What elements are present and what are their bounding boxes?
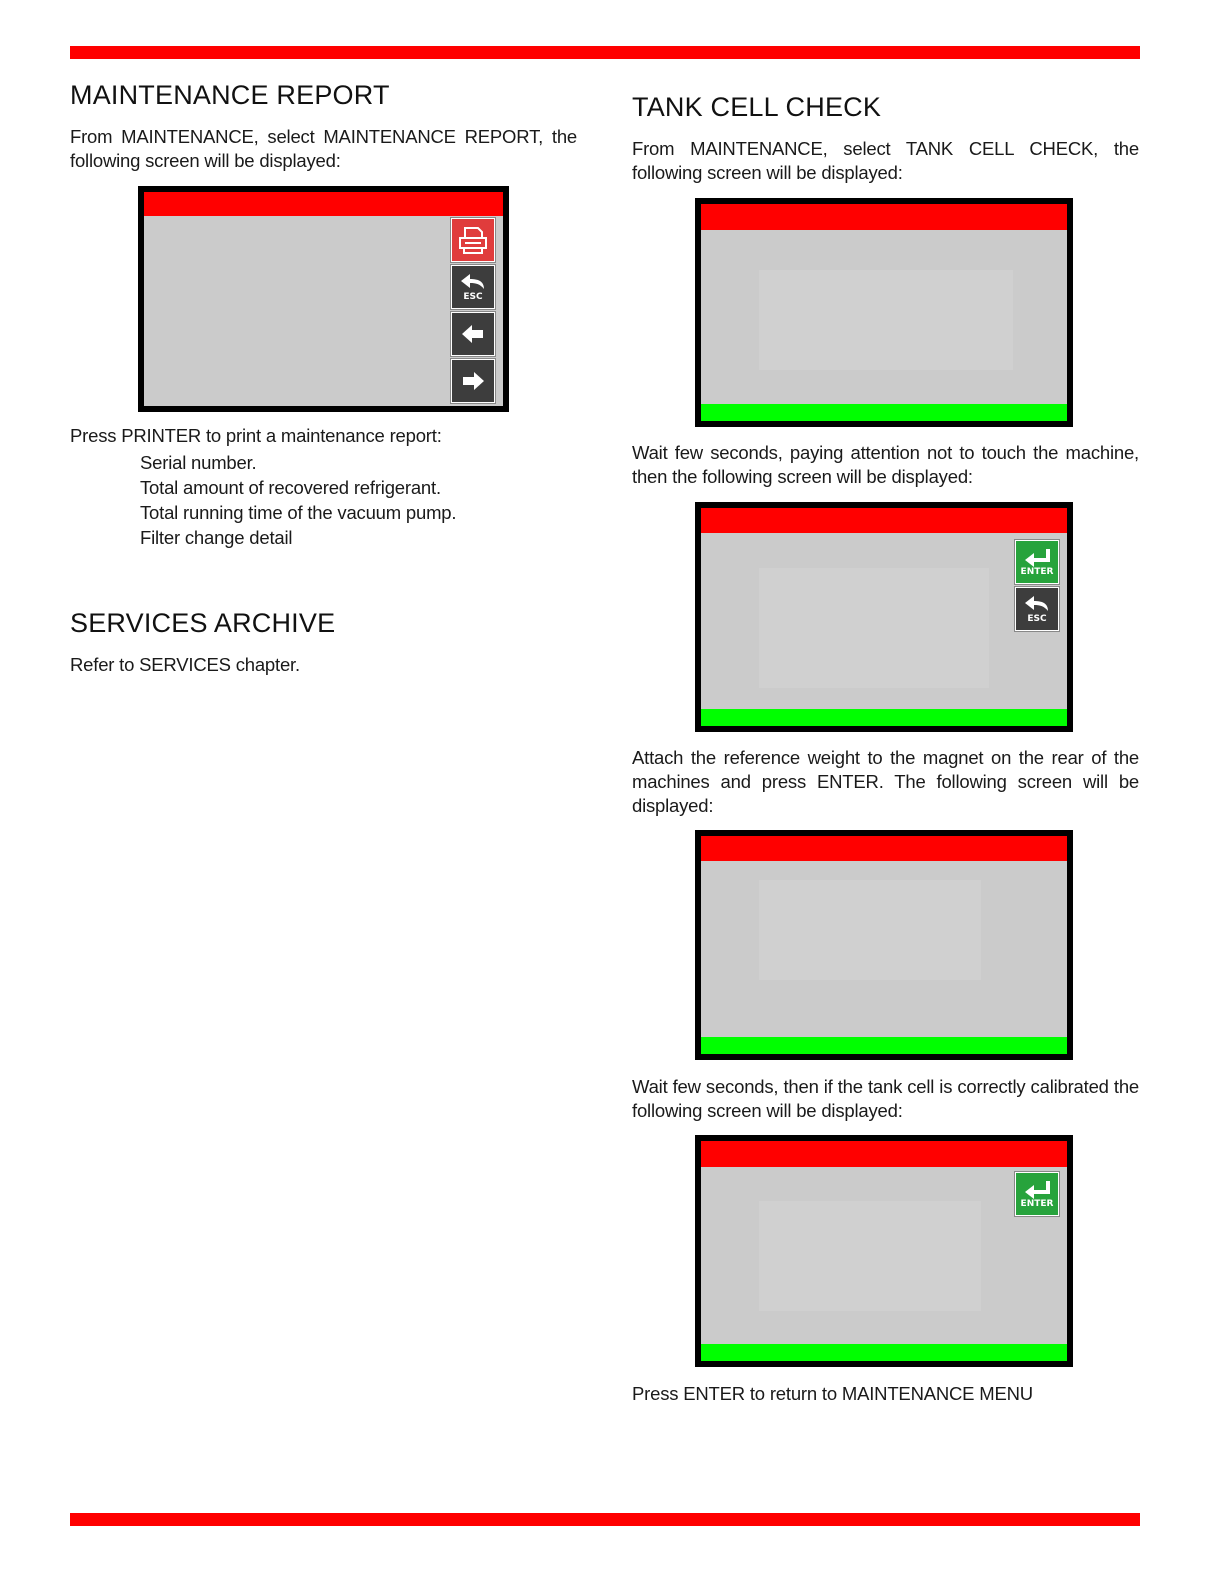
- screen-footer-bar: [701, 1344, 1067, 1361]
- previous-button[interactable]: [451, 312, 495, 356]
- screen-footer-bar: [701, 709, 1067, 726]
- list-item: Total amount of recovered refrigerant.: [140, 477, 441, 498]
- report-items-list: [70, 450, 577, 550]
- enter-label: ENTER: [1020, 1199, 1054, 1209]
- tank-cell-step4: Wait few seconds, then if the tank cell is correctly calibrated the following screen will be displayed:: [632, 1076, 1139, 1121]
- screen-footer-bar: [701, 404, 1067, 421]
- services-archive-text: Refer to SERVICES chapter.: [70, 654, 300, 675]
- tank-cell-screen-4: [695, 1135, 1073, 1367]
- printer-icon: [456, 224, 490, 256]
- tank-cell-intro: From MAINTENANCE, select TANK CELL CHECK, the following screen will be displayed:: [632, 138, 1139, 183]
- tank-cell-final: Press ENTER to return to MAINTENANCE MENU: [632, 1383, 1033, 1404]
- services-archive-heading: SERVICES ARCHIVE: [70, 608, 336, 638]
- maintenance-report-intro: From MAINTENANCE, select MAINTENANCE REPORT, the following screen will be displayed:: [70, 126, 577, 171]
- esc-label: ESC: [463, 292, 483, 302]
- tank-cell-check-heading: TANK CELL CHECK: [632, 92, 882, 122]
- list-item: Total running time of the vacuum pump.: [140, 502, 457, 523]
- tank-cell-step2: Wait few seconds, paying attention not to touch the machine, then the following screen will be displayed:: [632, 442, 1139, 487]
- arrow-right-icon: [460, 370, 486, 392]
- dialog-area: [759, 1201, 981, 1311]
- top-rule: [70, 46, 1140, 59]
- screen-body: [144, 192, 503, 406]
- enter-button[interactable]: [1015, 1172, 1059, 1216]
- list-item: Filter change detail: [140, 527, 293, 548]
- list-item: Serial number.: [140, 452, 257, 473]
- esc-button[interactable]: [1015, 587, 1059, 631]
- tank-cell-step3: Attach the reference weight to the magnet on the rear of the machines and press ENTER. The following screen will be displayed:: [632, 747, 1139, 816]
- screen-header-bar: [701, 836, 1067, 861]
- tank-cell-screen-3: [695, 830, 1073, 1060]
- dialog-area: [759, 568, 989, 688]
- printer-button[interactable]: [451, 218, 495, 262]
- enter-label: ENTER: [1020, 567, 1054, 577]
- bottom-rule: [70, 1513, 1140, 1526]
- screen-body: [701, 508, 1067, 726]
- tank-cell-screen-1: [695, 198, 1073, 427]
- back-arrow-icon: [458, 272, 488, 292]
- maintenance-report-screen: [138, 186, 509, 412]
- press-printer-text: Press PRINTER to print a maintenance report:: [70, 425, 442, 446]
- enter-arrow-icon: [1022, 1179, 1052, 1199]
- screen-header-bar: [144, 192, 503, 216]
- dialog-area: [759, 880, 981, 980]
- screen-header-bar: [701, 1141, 1067, 1167]
- right-column: [632, 92, 1139, 1406]
- screen-body: [701, 204, 1067, 421]
- screen-header-bar: [701, 508, 1067, 533]
- screen-body: [701, 1141, 1067, 1361]
- maintenance-report-heading: MAINTENANCE REPORT: [70, 80, 390, 110]
- next-button[interactable]: [451, 359, 495, 403]
- screen-body: [701, 836, 1067, 1054]
- arrow-left-icon: [460, 323, 486, 345]
- esc-button[interactable]: [451, 265, 495, 309]
- left-column: [70, 80, 577, 677]
- dialog-area: [759, 270, 1013, 370]
- back-arrow-icon: [1022, 594, 1052, 614]
- screen-footer-bar: [701, 1037, 1067, 1054]
- enter-button[interactable]: [1015, 540, 1059, 584]
- screen-header-bar: [701, 204, 1067, 230]
- enter-arrow-icon: [1022, 547, 1052, 567]
- tank-cell-screen-2: [695, 502, 1073, 732]
- esc-label: ESC: [1027, 614, 1047, 624]
